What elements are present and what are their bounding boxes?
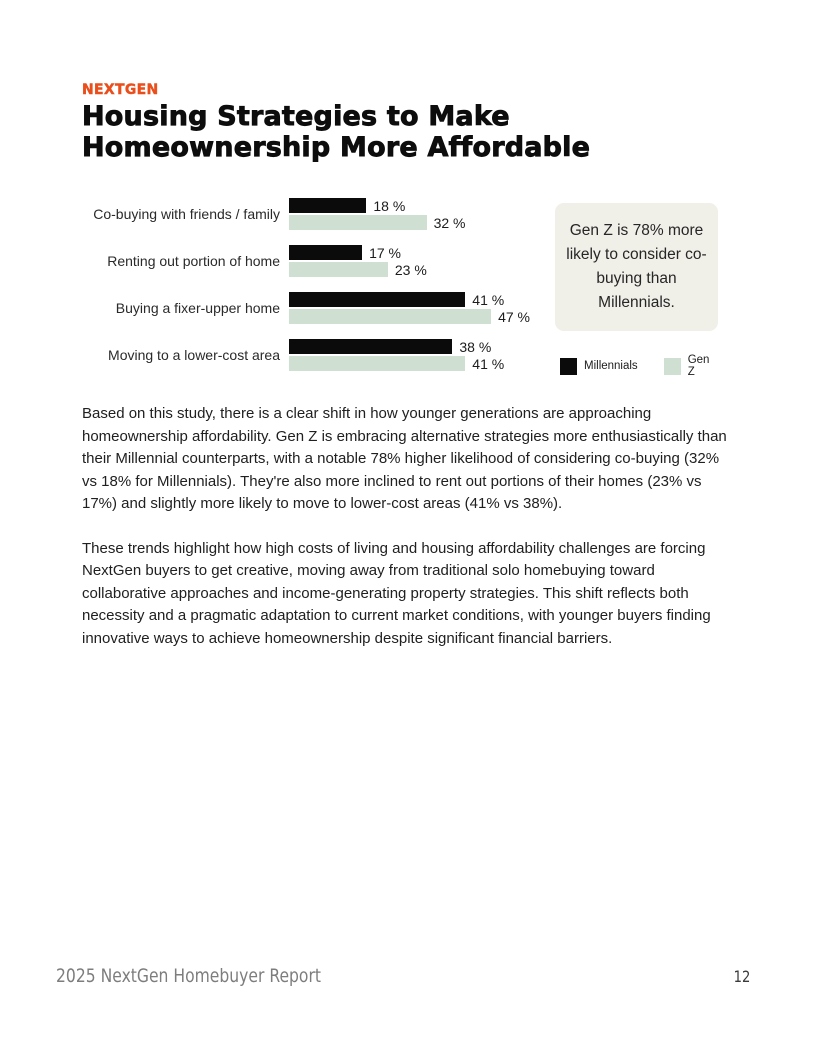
genz-swatch-icon [664,358,681,375]
chart-row [82,292,530,324]
eyebrow-label: NEXTGEN [82,82,159,98]
gen-z-bar [289,215,427,230]
bar-value-label: 41 % [472,291,505,308]
chart-row [82,339,530,371]
bar-value-label: 38 % [459,338,492,355]
category-label: Moving to a lower-cost area [108,347,280,363]
body-copy [82,403,734,672]
legend-item-millennials [560,358,638,375]
gen-z-bar [289,262,388,277]
chart-section [82,198,734,378]
page-title-line-1: Housing Strategies to Make [82,101,510,132]
category-label: Buying a fixer-upper home [115,300,280,316]
legend-label: Millennials [584,360,638,372]
page-title-line-2: Homeownership More Affordable [82,132,591,163]
category-label: Co-buying with friends / family [93,206,280,222]
millennials-bar [289,339,452,354]
chart-legend [555,354,718,378]
bar-value-label: 47 % [498,308,531,325]
page-title [82,101,590,163]
category-label: Renting out portion of home [107,253,280,269]
gen-z-bar [289,309,491,324]
bar-value-label: 41 % [472,355,505,372]
bar-chart [82,198,530,386]
bar-value-label: 23 % [394,261,427,278]
body-paragraph-1: Based on this study, there is a clear shift in how younger generations are approaching homeownership affordability. Gen Z is embracing alternative strategies more enthusiastically than their Millennial counterparts, with a notable 78% higher likelihood of considering co-buying (32% vs 18% for Millennials). They're also more inclined to rent out portions of their homes (23% vs 17%) and slightly more likely to move to lower-cost areas (41% vs 38%). [82,405,727,512]
body-paragraph-2: These trends highlight how high costs of living and housing affordability challenges are forcing NextGen buyers to get creative, moving away from traditional solo homebuying toward collaborative approaches and income-generating property strategies. This shift reflects both necessity and a pragmatic adaptation to current market conditions, with younger buyers finding innovative ways to achieve homeownership despite significant financial barriers. [82,539,711,647]
millennials-bar [289,245,362,260]
chart-sidebar [555,203,718,378]
legend-label: Gen Z [687,354,710,378]
bar-value-label: 17 % [369,244,402,261]
millennials-bar [289,292,465,307]
page-header [82,82,590,163]
chart-row [82,245,530,277]
page-number: 12 [733,967,750,986]
bar-value-label: 18 % [373,197,406,214]
chart-row [82,198,530,230]
gen-z-bar [289,356,465,371]
legend-item-genz [664,354,718,378]
millennials-bar [289,198,366,213]
bar-value-label: 32 % [433,214,466,231]
millennials-swatch-icon [560,358,577,375]
callout-box: Gen Z is 78% more likely to consider co-buying than Millennials. [555,203,718,331]
footer-report-title: 2025 NextGen Homebuyer Report [56,965,321,987]
